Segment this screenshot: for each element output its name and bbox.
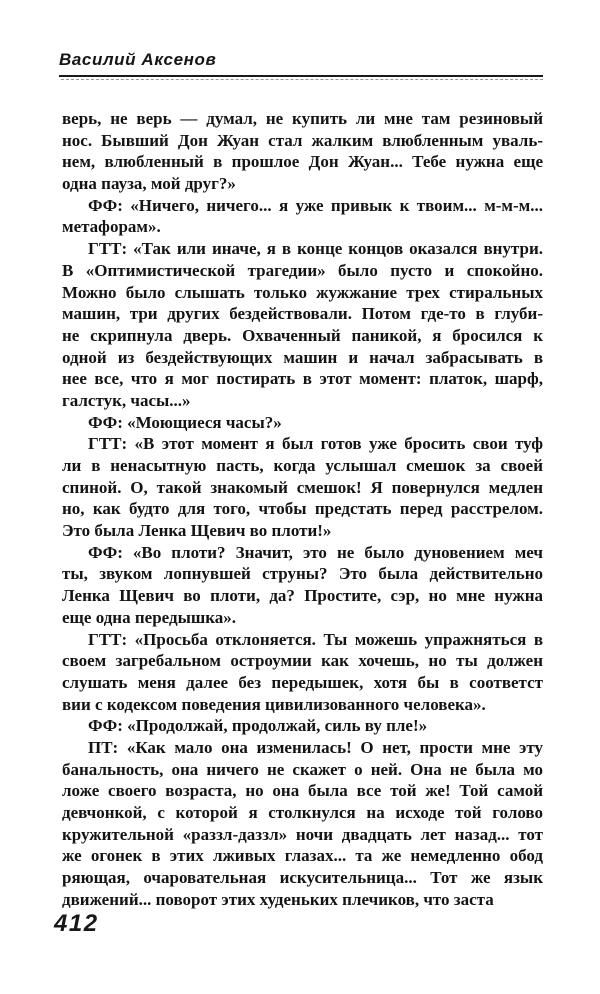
text-line: но, как будто для того, чтобы предстать перед расстрелом. (62, 499, 543, 519)
text-line: В «Оптимистической трагедии» было пусто и спокойно. (62, 260, 543, 280)
text-line: ФФ: «Ничего, ничего... я уже привык к твоим... м-м-м... (88, 195, 543, 215)
paragraph (62, 629, 543, 716)
text-line: движений... поворот этих худеньких плечиков, что заста (62, 889, 494, 909)
paragraph (62, 737, 543, 911)
text-line: ряющая, очаровательная искусительница... Тот же язык (62, 868, 543, 888)
text-line: ПТ: «Как мало она изменилась! О нет, прости мне эту (88, 737, 543, 757)
text-line: Можно было слышать только жужжание трех стиральных (62, 282, 543, 302)
paragraph (62, 238, 543, 412)
text-line: ГТТ: «В этот момент я был готов уже бросить свои туф (88, 434, 543, 454)
text-line: машин, три других бездействовали. Потом где-то в глуби- (62, 304, 543, 324)
text-line: верь, не верь — думал, не купить ли мне там резиновый (62, 109, 543, 128)
text-line: Это была Ленка Щевич во плоти!» (62, 521, 332, 541)
text-line: ты, звуком лопнувшей струны? Это была действительно (62, 564, 543, 584)
paragraph (62, 715, 543, 737)
text-line: метафорам». (62, 217, 161, 237)
text-line: ГТТ: «Просьба отклоняется. Ты можешь упражняться в (88, 629, 543, 649)
text-line: одна пауза, мой друг?» (62, 174, 236, 194)
text-line: ФФ: «Моющиеся часы?» (88, 412, 282, 432)
author-name: Василий Аксенов (59, 50, 217, 69)
text-line: нем, влюбленный в прошлое Дон Жуан... Тебе нужна еще (62, 152, 543, 172)
text-line: не скрипнула дверь. Охваченный паникой, я бросился к (62, 325, 543, 345)
text-line: ФФ: «Во плоти? Значит, это не было дуновением меч (88, 542, 543, 562)
text-line: своем загребальном остроумии как хочешь, но ты должен (62, 651, 543, 671)
text-line: ФФ: «Продолжай, продолжай, силь ву пле!» (88, 716, 428, 736)
text-line: слушать меня далее без передышек, хотя бы в соответст (62, 672, 543, 692)
text-line: же огонек в этих лживых глазах... та же немедленно обод (62, 846, 543, 866)
text-line: нее все, что я мог постирать в этот момент: платок, шарф, (62, 369, 543, 389)
text-line: еще одна передышка». (62, 607, 236, 627)
text-line: вии с кодексом поведения цивилизованного человека». (62, 694, 486, 714)
text-line: Ленка Щевич во плоти, да? Простите, сэр, но мне нужна (62, 586, 543, 606)
page-number: 412 (54, 910, 99, 937)
paragraph (62, 542, 543, 629)
text-line: галстук, часы...» (62, 390, 191, 410)
paragraph (62, 412, 543, 434)
paragraph (62, 108, 543, 195)
running-header (59, 50, 543, 77)
text-line: банальность, она ничего не скажет о ней. Она не была мо (62, 759, 543, 779)
text-line: спиной. О, такой знакомый смешок! Я повернулся медлен (62, 477, 543, 497)
text-line: ли в ненасытную пасть, когда услышал смешок за своей (62, 456, 543, 475)
text-line: кружительной «раззл-даззл» ночи двадцать лет назад... тот (62, 824, 543, 844)
body-text (62, 108, 543, 910)
paragraph (62, 433, 543, 541)
text-line: ГТТ: «Так или иначе, я в конце концов оказался внутри. (88, 239, 543, 259)
text-line: девчонкой, с которой я столкнулся на исходе той голово (62, 803, 543, 822)
text-line: ложе своего возраста, но она была все той же! Той самой (62, 781, 543, 801)
text-line: одной из бездействующих машин и начал забрасывать в (62, 347, 543, 367)
paragraph (62, 195, 543, 238)
text-line: нос. Бывший Дон Жуан стал жалким влюбленным уваль- (62, 130, 543, 150)
